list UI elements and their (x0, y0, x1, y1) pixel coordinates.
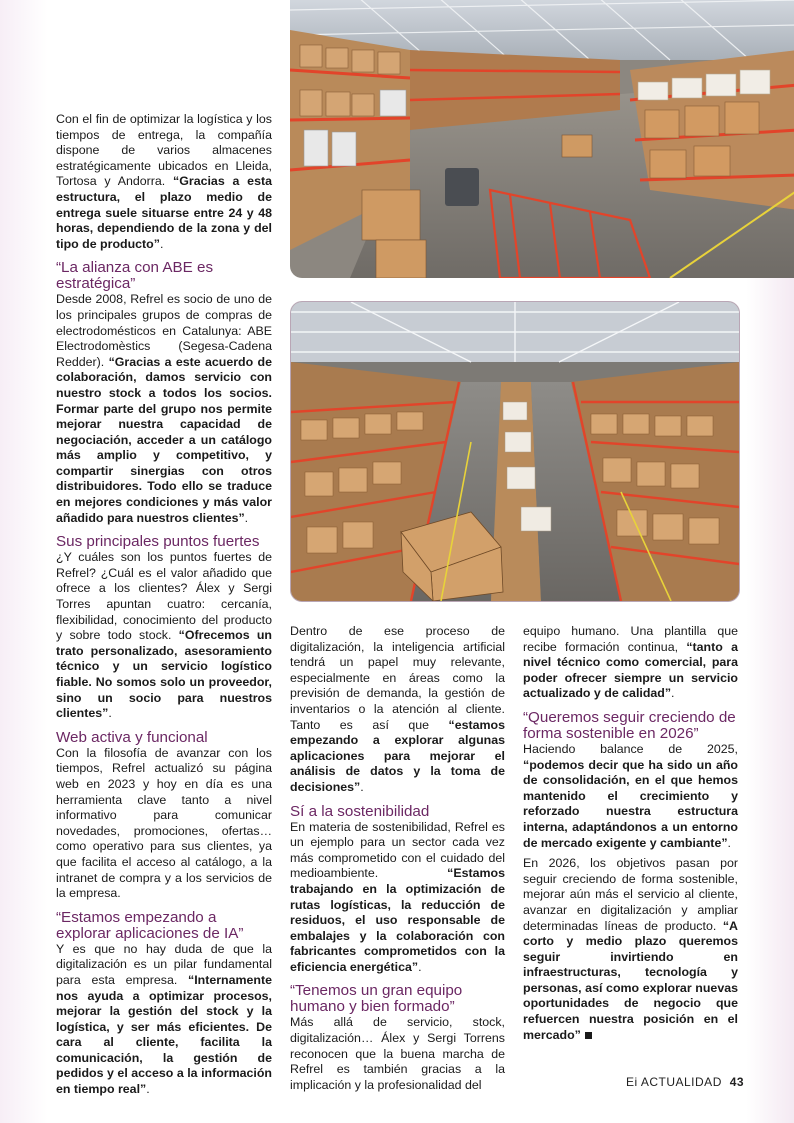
paragraph: Haciendo balance de 2025, “podemos decir que ha sido un año de consolidación, en el que hemos mantenido el crecimiento y reforzado nuestra estructura interna, adaptándonos a un entorno de mercado exigente y cambiante”. (523, 741, 738, 850)
text-column-1 (56, 112, 272, 1103)
section-heading: Sus principales puntos fuertes (56, 533, 260, 551)
end-of-article-mark (585, 1032, 592, 1039)
section-heading: “Queremos seguir creciendo de forma sostenible en 2026” (523, 708, 736, 742)
paragraph: En materia de sostenibilidad, Refrel es un ejemplo para un sector cada vez más comprometido con el cuidado del medioambiente. “Estamos trabajando en la optimización de rutas logísticas, la reducción de residuos, el uso responsable de embalajes y la colaboración con fabricantes comprometidos con la eficiencia energética”. (290, 819, 505, 974)
section-heading: Web activa y funcional (56, 728, 208, 746)
page-number: 43 (729, 1075, 745, 1089)
text-column-3 (523, 624, 738, 1048)
text-column-2 (290, 624, 505, 1098)
section-heading: “La alianza con ABE es estratégica” (56, 259, 214, 293)
paragraph: equipo humano. Una plantilla que recibe formación continua, “tanto a nivel técnico como comercial, para poder ofrecer siempre un servicio actualizado y de calidad”. (523, 624, 738, 701)
paragraph: En 2026, los objetivos pasan por seguir creciendo de forma sostenible, mejorar aún más el servicio al cliente, avanzar en digitalización y ampliar determinadas líneas de producto. “A corto y medio plazo queremos seguir invirtiendo en infraestructuras, tecnología y personas, así como explorar nuevas oportunidades de negocio que refuercen nuestra posición en el mercado” (523, 856, 738, 1042)
section-heading: “Estamos empezando a explorar aplicaciones de IA” (56, 908, 244, 942)
paragraph: ¿Y cuáles son los puntos fuertes de Refrel? ¿Cuál es el valor añadido que ofrece a los clientes? Álex y Sergi Torres apuntan cuatro: cercanía, flexibilidad, conocimiento del producto y sobre todo stock. “Ofrecemos un trato personalizado, asesoramiento técnico y un servicio logístico fiable. No somos solo un proveedor, sino un socio para nuestros clientes”. (56, 550, 272, 721)
paragraph: Con el fin de optimizar la logística y los tiempos de entrega, la compañía dispone de varios almacenes estratégicamente ubicados en Lleida, Tortosa y Andorra. “Gracias a esta estructura, el plazo medio de entrega suele situarse entre 24 y 48 horas, dependiendo de la zona y del tipo de producto”. (56, 112, 272, 251)
section-heading: Sí a la sostenibilidad (290, 802, 430, 820)
footer-section-name: Ei ACTUALIDAD (626, 1075, 722, 1089)
paragraph: Y es que no hay duda de que la digitalización es un pilar fundamental para esta empresa. “Internamente nos ayuda a optimizar procesos, mejorar la gestión del stock y la logística, y ser más eficientes. De cara al cliente, facilita la comunicación, la gestión de pedidos y el acceso a la información en tiempo real”. (56, 941, 272, 1097)
page-footer (626, 1075, 744, 1089)
paragraph: Dentro de ese proceso de digitalización, la inteligencia artificial tendrá un papel muy relevante, especialmente en áreas como la previsión de demanda, la gestión de inventarios o la atención al cliente. Tanto es así que “estamos empezando a explorar algunas aplicaciones para mejorar el análisis de datos y la toma de decisiones”. (290, 624, 505, 794)
paragraph: Más allá de servicio, stock, digitalización… Álex y Sergi Torrens reconocen que la buena marcha de Refrel es también gracias a la implicación y la profesionalidad del (290, 1015, 505, 1092)
warehouse-photo-top (290, 0, 794, 278)
warehouse-photo-aisles (290, 301, 740, 602)
paragraph: Desde 2008, Refrel es socio de uno de los principales grupos de compras de electrodomésticos en Catalunya: ABE Electrodomèstics (Segesa-Cadena Redder). “Gracias a este acuerdo de colaboración, damos servicio con nuestro stock a todos los socios. Formar parte del grupo nos permite mejorar nuestra capacidad de negociación, acceder a un catálogo más amplio y competitivo, y compartir sinergias con otros distribuidores. Todo ello se traduce en mejores condiciones y más valor añadido para nuestros clientes”. (56, 292, 272, 525)
section-heading: “Tenemos un gran equipo humano y bien formado” (290, 982, 463, 1016)
paragraph: Con la filosofía de avanzar con los tiempos, Refrel actualizó su página web en 2023 y hoy en día es una herramienta clave tanto a nivel informativo para comunicar novedades, promociones, ofertas… como operativo para sus clientes, ya que facilita el acceso al catálogo, a la intranet de compra y a los servicios de la empresa. (56, 745, 272, 901)
